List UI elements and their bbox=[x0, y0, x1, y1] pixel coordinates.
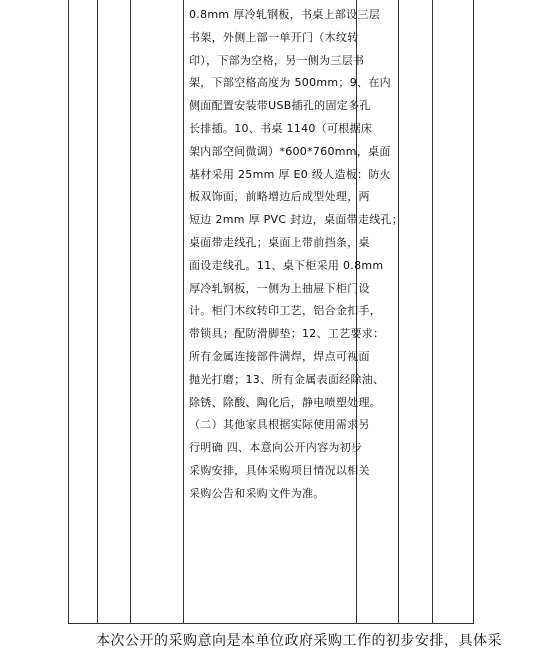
spec-line: 板双饰面，前略增边后成型处理，两 bbox=[189, 190, 370, 204]
spec-line: 侧面配置安装带USB插孔的固定多孔 bbox=[189, 99, 371, 113]
spec-line: 带锁具；配防滑脚垫；12、工艺要求： bbox=[189, 327, 385, 341]
spec-line: 计。柜门木纹转印工艺，铝合金扣手， bbox=[189, 304, 382, 318]
table-column-divider bbox=[432, 0, 433, 624]
table-column-divider bbox=[398, 0, 399, 624]
spec-line: 长排插。10、书桌 1140（可根据床 bbox=[189, 121, 373, 135]
spec-line: 所有金属连接部件满焊，焊点可视面 bbox=[189, 349, 370, 363]
spec-line: 面设走线孔。11、桌下柜采用 0.8mm bbox=[189, 258, 384, 272]
spec-line: 基材采用 25mm 厚 E0 级人造板：防火 bbox=[189, 167, 391, 181]
spec-line: 架，下部空格高度为 500mm；9、在内 bbox=[189, 76, 391, 90]
spec-line: 架内部空间微调）*600*760mm，桌面 bbox=[189, 144, 391, 158]
spec-line: 采购公告和采购文件为准。 bbox=[189, 486, 325, 500]
spec-line: 短边 2mm 厚 PVC 封边，桌面带走线孔； bbox=[189, 213, 404, 227]
table-column-divider bbox=[97, 0, 98, 624]
spec-line: 书架，外侧上部一单开门（木纹转 bbox=[189, 30, 359, 44]
spec-line: 0.8mm 厚冷轧钢板，书桌上部设三层 bbox=[189, 8, 381, 21]
spec-line: 印），下部为空格，另一侧为三层书 bbox=[189, 53, 365, 67]
spec-line: （二）其他家具根据实际使用需求另 bbox=[189, 418, 370, 432]
spec-line: 抛光打磨；13、所有金属表面经除油、 bbox=[189, 372, 385, 386]
spec-line: 除锈、除酸、陶化后，静电喷塑处理。 bbox=[189, 395, 382, 409]
spec-line: 采购安排，具体采购项目情况以相关 bbox=[189, 463, 370, 477]
spec-line: 桌面带走线孔；桌面上带前挡条，桌 bbox=[189, 235, 370, 249]
spec-line: 行明确 四、本意向公开内容为初步 bbox=[189, 441, 363, 455]
spec-line: 厚冷轧钢板，一侧为上抽屉下柜门设 bbox=[189, 281, 370, 295]
specification-cell bbox=[189, 4, 404, 506]
footer-paragraph: 本次公开的采购意向是本单位政府采购工作的初步安排，具体采 bbox=[96, 633, 502, 649]
table-column-divider bbox=[183, 0, 184, 624]
table-column-divider bbox=[130, 0, 131, 624]
